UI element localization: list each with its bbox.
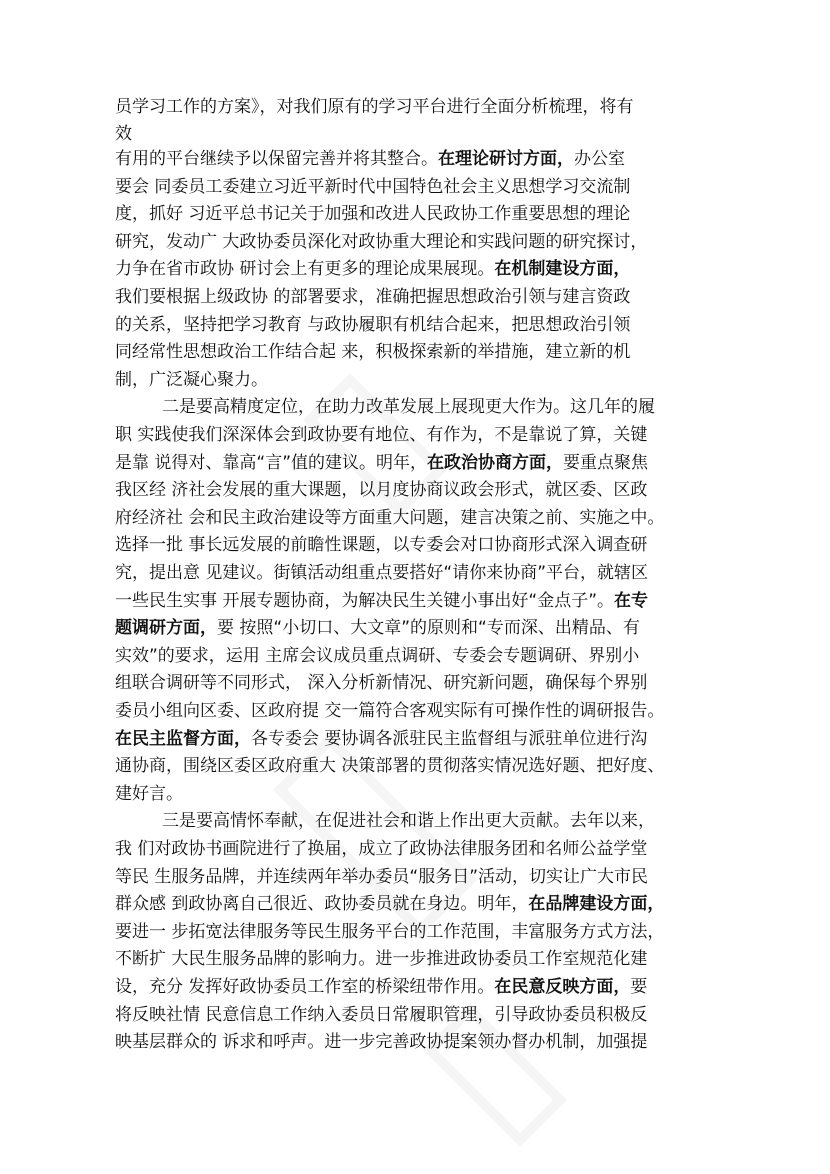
body-text: 组联合调研等不同形式， 深入分析新情况、研究新问题，确保每个界别 — [115, 673, 648, 694]
body-text: 要 按照“小切口、大文章”的原则和“专而深、出精品、有 — [217, 618, 640, 639]
text-line — [115, 616, 640, 640]
body-text: 职 实践使我们深深体会到政协要有地位、有作为，不是靠说了算，关键 — [115, 425, 648, 445]
text-line — [115, 589, 648, 613]
text-line — [115, 313, 630, 337]
body-text: 不断扩 大民生服务品牌的影响力。进一步推进政协委员工作室规范化建 — [115, 949, 648, 970]
body-text: 等民 生服务品牌，并连续两年举办委员“服务日”活动，切实让广大市民 — [115, 866, 649, 887]
body-text: 群众感 到政协离自己很近、政协委员就在身边。明年， — [115, 894, 529, 915]
body-text: 要会 同委员工委建立习近平新时代中国特色社会主义思想学习交流制 — [115, 176, 631, 197]
body-text: 府经济社 会和民主政治建设等方面重大问题，建言决策之前、实施之中。 — [115, 507, 665, 528]
text-line — [115, 782, 183, 806]
text-line — [115, 451, 648, 475]
text-line — [115, 699, 664, 723]
bold-heading-text: 在理论研讨方面， — [438, 149, 574, 169]
text-line — [115, 506, 664, 530]
body-text: 的关系，坚持把学习教育 与政协履职有机结合起来，把思想政治引领 — [115, 314, 631, 335]
body-text: 选择一批 事长远发展的前瞻性课题，以专委会对口协商形式深入调查研 — [115, 535, 648, 556]
body-text: 三是要高情怀奉献，在促进社会和谐上作出更大贡献。 — [162, 811, 570, 832]
text-line — [162, 395, 655, 419]
body-text: 要进一 步拓宽法律服务等民生服务平台的工作范围，丰富服务方式方法， — [115, 921, 665, 942]
bold-heading-text: 在政治协商方面， — [427, 452, 564, 473]
body-text: 要重点聚焦 — [563, 452, 649, 473]
body-text: 员学习工作的方案》，对我们原有的学习平台进行全面分析梳理，将有 — [115, 97, 634, 117]
body-text: 建好言。 — [115, 783, 183, 804]
bold-heading-text: 在机制建设方面， — [494, 259, 631, 280]
text-line — [115, 257, 630, 281]
body-text: 是靠 说得对、靠高“言”值的建议。明年， — [115, 452, 428, 473]
text-line — [162, 809, 655, 833]
bold-heading-text: 在品牌建设方面， — [528, 894, 665, 915]
bold-heading-text: 在民主监督方面， — [115, 728, 251, 749]
body-text: 将反映社情 民意信息工作纳入委员日常履职管理，引导政协委员积极反 — [115, 1004, 648, 1025]
text-line — [115, 975, 647, 999]
body-text: 同经常性思想政治工作结合起 来，积极探索新的举措施，建立新的机 — [115, 342, 631, 363]
text-line — [115, 892, 664, 916]
body-text: 一些民生实事 开展专题协商，为解决民生关键小事出好“金点子”。 — [115, 590, 615, 611]
text-line — [115, 947, 647, 971]
text-line — [115, 175, 630, 199]
body-text: 我区经 济社会发展的重大课题，以月度协商议政会形式，就区委、区政 — [115, 480, 648, 501]
text-line — [115, 478, 647, 502]
text-line — [115, 423, 647, 447]
text-line — [115, 837, 647, 861]
body-text: 通协商，围绕区委区政府重大 决策部署的贯彻落实情况选好题、把好度、 — [115, 756, 665, 777]
body-text: 制，广泛凝心聚力。 — [115, 369, 268, 390]
text-line — [115, 95, 634, 119]
body-text: 实效”的要求，运用 主席会议成员重点调研、专委会专题调研、界别小 — [115, 645, 640, 666]
bold-heading-text: 题调研方面， — [115, 618, 217, 639]
text-line — [115, 368, 268, 392]
body-text: 去年以来， — [570, 811, 655, 832]
text-line — [115, 865, 648, 889]
bold-heading-text: 在民意反映方面， — [494, 977, 631, 997]
body-text: 要 — [630, 977, 648, 997]
text-line — [115, 1030, 647, 1054]
body-text: 我们要根据上级政协 的部署要求，准确把握思想政治引领与建言资政 — [115, 287, 631, 307]
text-line — [115, 202, 630, 226]
text-line — [115, 122, 132, 146]
text-line — [115, 147, 625, 171]
body-text: 效 — [115, 124, 132, 144]
text-line — [115, 920, 664, 944]
body-text: 度，抓好 习近平总书记关于加强和改进人民政协工作重要思想的理论 — [115, 204, 631, 225]
text-line — [115, 1003, 647, 1027]
text-line — [115, 285, 630, 309]
body-text: 办公室 — [574, 149, 625, 169]
body-text: 我 们对政协书画院进行了换届，成立了政协法律服务团和名师公益学堂 — [115, 839, 648, 859]
text-line — [115, 340, 630, 364]
text-line — [115, 754, 664, 778]
body-text: 委员小组向区委、区政府提 交一篇符合客观实际有可操作性的调研报告。 — [115, 701, 665, 721]
text-line — [115, 644, 639, 668]
text-line — [115, 727, 647, 751]
body-text: 二是要高精度定位，在助力改革发展上展现更大作为。 — [162, 397, 570, 418]
body-text: 映基层群众的 诉求和呼声。进一步完善政协提案领办督办机制，加强提 — [115, 1032, 648, 1053]
text-line — [115, 671, 647, 695]
bold-heading-text: 在专 — [614, 590, 649, 611]
body-text: 力争在省市政协 研讨会上有更多的理论成果展现。 — [115, 259, 495, 280]
body-text: 各专委会 要协调各派驻民主监督组与派驻单位进行沟 — [251, 728, 648, 749]
body-text: 有用的平台继续予以保留完善并将其整合。 — [115, 149, 438, 169]
text-line — [115, 230, 647, 254]
body-text: 这几年的履 — [570, 397, 655, 418]
text-line — [115, 533, 647, 557]
text-line — [115, 561, 648, 585]
body-text: 研究，发动广 大政协委员深化对政协重大理论和实践问题的研究探讨， — [115, 231, 648, 252]
body-text: 设，充分 发挥好政协委员工作室的桥梁纽带作用。 — [115, 977, 495, 997]
body-text: 究，提出意 见建议。街镇活动组重点要搭好“请你来协商”平台，就辖区 — [115, 563, 649, 583]
